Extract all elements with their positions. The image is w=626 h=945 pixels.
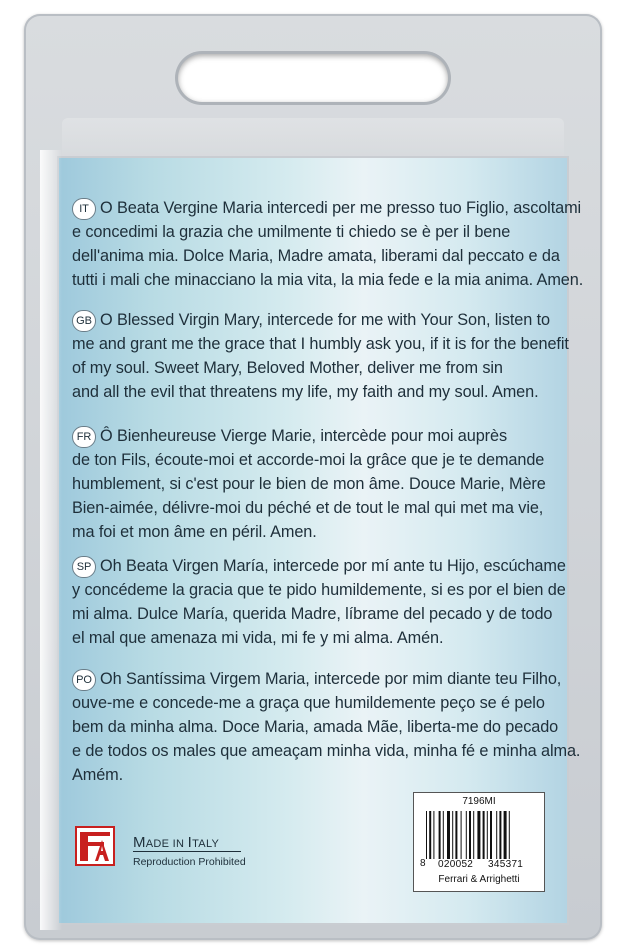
prayer-line: me and grant me the grace that I humbly ask you, if it is for the benefit: [72, 335, 569, 353]
barcode-digits-left: 020052: [438, 859, 474, 870]
brand-name: Ferrari & Arrighetti: [438, 874, 520, 885]
language-badge-it: IT: [72, 198, 96, 220]
barcode-label: [413, 792, 545, 892]
prayer-english: [72, 308, 569, 404]
prayer-line: ouve-me e concede-me a graça que humildemente peço se é pelo: [72, 694, 545, 712]
prayer-line: FR Ô Bienheureuse Vierge Marie, intercède pour moi auprès: [72, 424, 552, 448]
prayer-portuguese: [72, 667, 581, 787]
reproduction-notice: Reproduction Prohibited: [133, 856, 246, 868]
ferrari-arrighetti-logo: [75, 826, 115, 866]
prayer-line: y concédeme la gracia que te pido humildemente, si es por el bien de: [72, 581, 566, 599]
language-badge-gb: GB: [72, 310, 96, 332]
barcode-digits-right: 345371: [488, 859, 524, 870]
prayer-french: [72, 424, 552, 544]
prayer-line: ma foi et mon âme en péril. Amen.: [72, 523, 317, 541]
prayer-line: e de todos os males que ameaçam minha vida, minha fé e minha alma.: [72, 742, 581, 760]
made-in-italy: MADE IN ITALY: [133, 834, 220, 851]
product-code: 7196MI: [462, 796, 496, 807]
prayer-line: SP Oh Beata Virgen María, intercede por mí ante tu Hijo, escúchame: [72, 554, 552, 578]
prayer-line: PO Oh Santíssima Virgem Maria, intercede por mim diante teu Filho,: [72, 667, 552, 691]
prayer-line: mi alma. Dulce María, querida Madre, líbrame del pecado y de todo: [72, 605, 553, 623]
language-badge-sp: SP: [72, 556, 96, 578]
prayer-line: dell'anima mia. Dolce Maria, Madre amata, liberami dal peccato e da: [72, 247, 560, 265]
prayer-line: humblement, si c'est pour le bien de mon âme. Douce Marie, Mère: [72, 475, 546, 493]
divider: [133, 851, 241, 852]
prayer-line: el mal que amenaza mi vida, mi fe y mi alma. Amén.: [72, 629, 444, 647]
fa-monogram-icon: [77, 828, 113, 864]
prayer-line: IT O Beata Vergine Maria intercedi per me presso tuo Figlio, ascoltami: [72, 196, 552, 220]
prayer-line: e concedimi la grazia che umilmente ti chiedo se è per il bene: [72, 223, 511, 241]
barcode-icon: [426, 811, 532, 859]
prayer-line: Bien-aimée, délivre-moi du péché et de tout le mal qui met ma vie,: [72, 499, 544, 517]
prayer-line: tutti i mali che minacciano la mia vita, la mia fede e la mia anima. Amen.: [72, 271, 584, 289]
prayer-italian: [72, 196, 584, 292]
barcode-digit-first: 8: [420, 858, 426, 869]
language-badge-po: PO: [72, 669, 96, 691]
prayer-line: of my soul. Sweet Mary, Beloved Mother, deliver me from sin: [72, 359, 503, 377]
prayer-line: and all the evil that threatens my life, my faith and my soul. Amen.: [72, 383, 539, 401]
prayer-line: bem da minha alma. Doce Maria, amada Mãe, liberta-me do pecado: [72, 718, 559, 736]
prayer-spanish: [72, 554, 566, 650]
prayer-line: GB O Blessed Virgin Mary, intercede for me with Your Son, listen to: [72, 308, 552, 332]
hang-hole: [178, 54, 448, 102]
prayer-line: de ton Fils, écoute-moi et accorde-moi la grâce que je te demande: [72, 451, 545, 469]
prayer-line: Amém.: [72, 766, 124, 784]
language-badge-fr: FR: [72, 426, 96, 448]
plastic-shine: [40, 150, 62, 930]
